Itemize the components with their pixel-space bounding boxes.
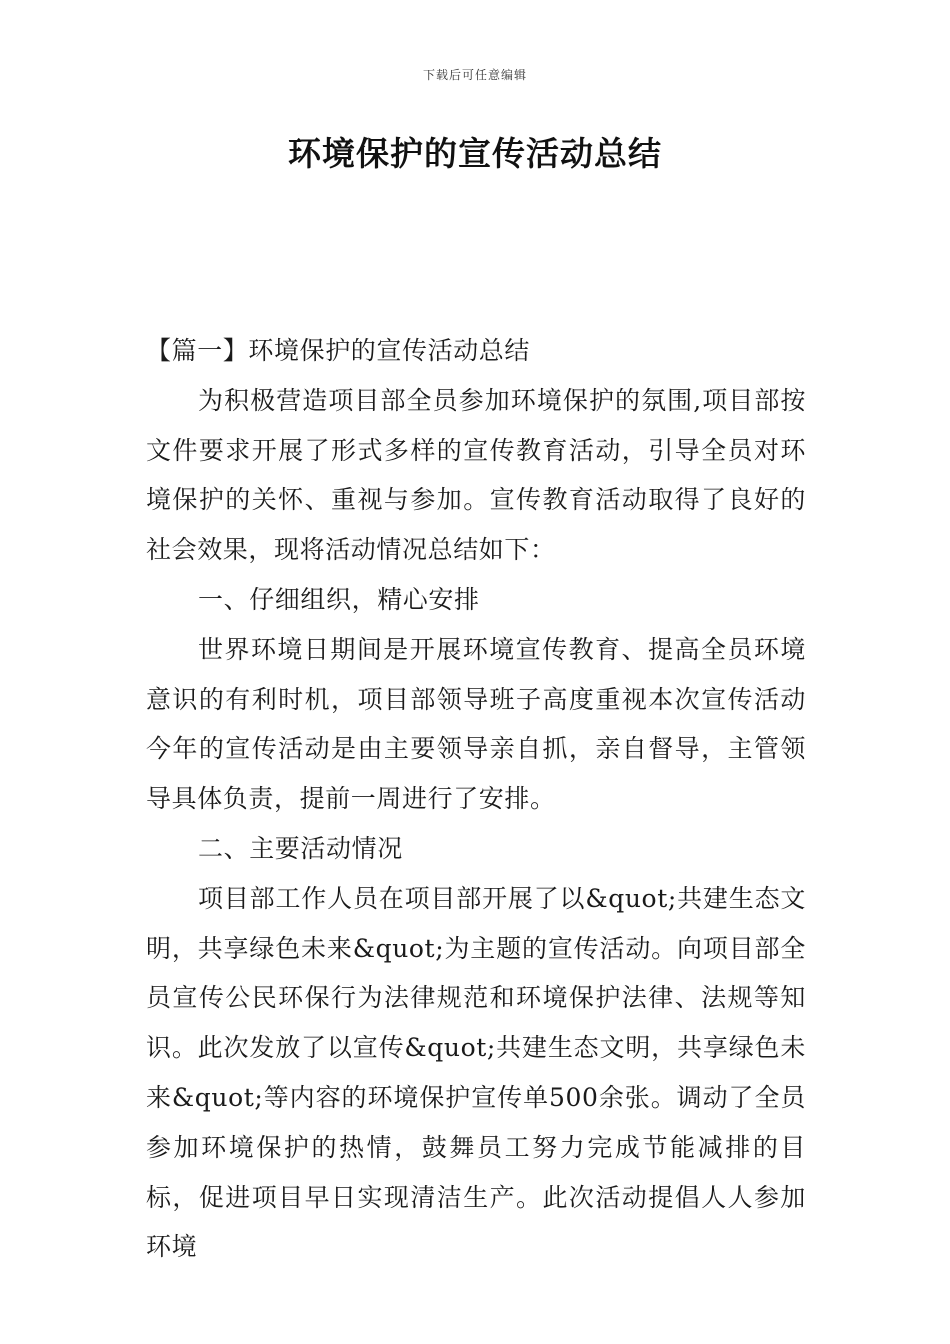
document-title: 环境保护的宣传活动总结 <box>288 134 662 173</box>
paragraph-intro: 为积极营造项目部全员参加环境保护的氛围,项目部按文件要求开展了形式多样的宣传教育活动，引导全员对环境保护的关怀、重视与参加。宣传教育活动取得了良好的社会效果，现将活动情况总结如下： <box>146 385 806 565</box>
paragraph-activities: 项目部工作人员在项目部开展了以&quot;共建生态文明，共享绿色未来&quot;为主题的宣传活动。向项目部全员宣传公民环保行为法律规范和环境保护法律、法规等知识。此次发放了以宣传&quot;共建生态文明，共享绿色未来&quot;等内容的环境保护宣传单500余张。调动了全员参加环境保护的热情，鼓舞员工努力完成节能减排的目标，促进项目早日实现清洁生产。此次活动提倡人人参加环境 <box>146 883 806 1262</box>
subheading-organize: 一、仔细组织，精心安排 <box>198 584 480 614</box>
paragraph-organize: 世界环境日期间是开展环境宣传教育、提高全员环境意识的有利时机，项目部领导班子高度重视本次宣传活动今年的宣传活动是由主要领导亲自抓，亲自督导，主管领导具体负责，提前一周进行了安排。 <box>146 634 806 814</box>
document-body <box>146 326 806 1272</box>
subheading-activities: 二、主要活动情况 <box>198 833 403 863</box>
section-heading: 【篇一】环境保护的宣传活动总结 <box>146 336 531 365</box>
header-note: 下载后可任意编辑 <box>422 68 527 82</box>
